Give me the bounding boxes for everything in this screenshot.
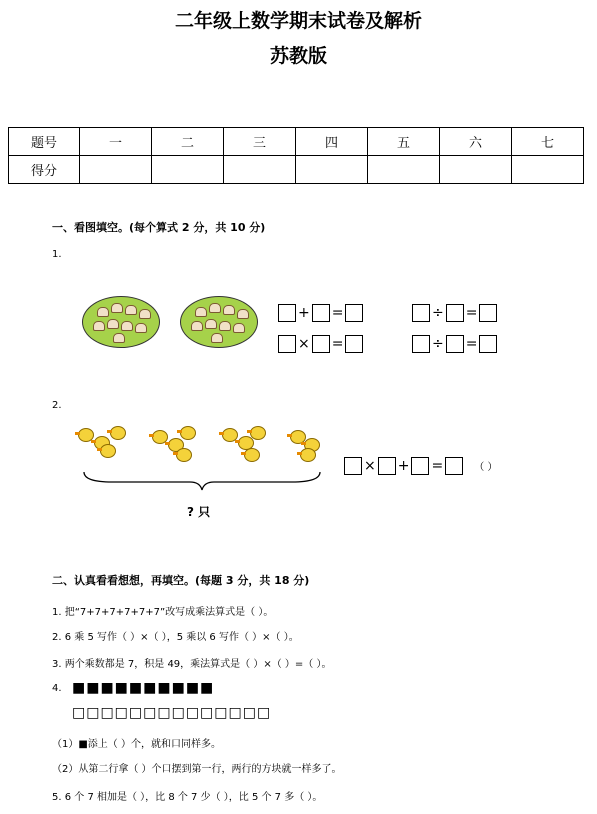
equation-add: + = [278, 302, 363, 322]
answer-box[interactable] [411, 457, 429, 475]
table-cell: 三 [224, 128, 296, 156]
question-text: （2）从第二行拿（ ）个口摆到第一行，两行的方块就一样多了。 [52, 764, 342, 775]
question-text: 3. 两个乘数都是 7，积是 49，乘法算式是（ ）×（ ）=（ ）。 [52, 659, 332, 670]
table-cell: 四 [296, 128, 368, 156]
page-title: 二年级上数学期末试卷及解析 [174, 10, 422, 32]
score-input-cell[interactable] [80, 156, 152, 184]
section2-heading: 二、认真看看想想，再填空。(每题 3 分，共 18 分) [52, 574, 310, 587]
table-cell: 一 [80, 128, 152, 156]
equation-multiply: × = [278, 333, 363, 353]
score-input-cell[interactable] [440, 156, 512, 184]
question-number: 1. [52, 249, 62, 260]
answer-box[interactable] [378, 457, 396, 475]
table-cell: 题号 [9, 128, 80, 156]
filled-squares-row: ■■■■■■■■■■ [72, 680, 215, 696]
mushroom-plate-image [82, 296, 160, 348]
table-cell: 得分 [9, 156, 80, 184]
score-table [8, 127, 584, 184]
question-mark-label: ? 只 [187, 505, 211, 519]
score-input-cell[interactable] [296, 156, 368, 184]
score-input-cell[interactable] [152, 156, 224, 184]
score-input-cell[interactable] [224, 156, 296, 184]
equation-divide: ÷ = [412, 333, 497, 353]
question-number: 4. [52, 683, 62, 694]
equation-divide: ÷ = [412, 302, 497, 322]
score-input-cell[interactable] [368, 156, 440, 184]
score-input-cell[interactable] [512, 156, 584, 184]
answer-box[interactable] [412, 304, 430, 322]
mushroom-plate-image [180, 296, 258, 348]
answer-box[interactable] [278, 304, 296, 322]
table-row [9, 156, 584, 184]
brace-icon [82, 470, 322, 492]
question-number: 2. [52, 400, 62, 411]
answer-box[interactable] [446, 335, 464, 353]
table-row [9, 128, 584, 156]
section1-heading: 一、看图填空。(每个算式 2 分，共 10 分) [52, 221, 266, 234]
table-cell: 六 [440, 128, 512, 156]
answer-box[interactable] [446, 304, 464, 322]
table-cell: 七 [512, 128, 584, 156]
answer-box[interactable] [445, 457, 463, 475]
empty-squares-row: □□□□□□□□□□□□□□ [72, 705, 272, 721]
equation-mult-add: × + = （ ） [344, 455, 499, 475]
answer-box[interactable] [278, 335, 296, 353]
answer-box[interactable] [479, 335, 497, 353]
question-text: （1）■添上（ ）个，就和口同样多。 [52, 739, 221, 750]
question-text: 1. 把“7+7+7+7+7+7”改写成乘法算式是（ ）。 [52, 607, 274, 618]
question-text: 2. 6 乘 5 写作（ ）×（ ），5 乘以 6 写作（ ）×（ ）。 [52, 632, 299, 643]
answer-box[interactable] [345, 304, 363, 322]
question-text: 5. 6 个 7 相加是（ ），比 8 个 7 少（ ），比 5 个 7 多（ ）。 [52, 792, 323, 803]
table-cell: 五 [368, 128, 440, 156]
page-subtitle: 苏教版 [269, 45, 327, 67]
unit-blank[interactable]: （ ） [474, 462, 498, 473]
answer-box[interactable] [312, 304, 330, 322]
answer-box[interactable] [345, 335, 363, 353]
table-cell: 二 [152, 128, 224, 156]
answer-box[interactable] [312, 335, 330, 353]
answer-box[interactable] [412, 335, 430, 353]
answer-box[interactable] [479, 304, 497, 322]
answer-box[interactable] [344, 457, 362, 475]
